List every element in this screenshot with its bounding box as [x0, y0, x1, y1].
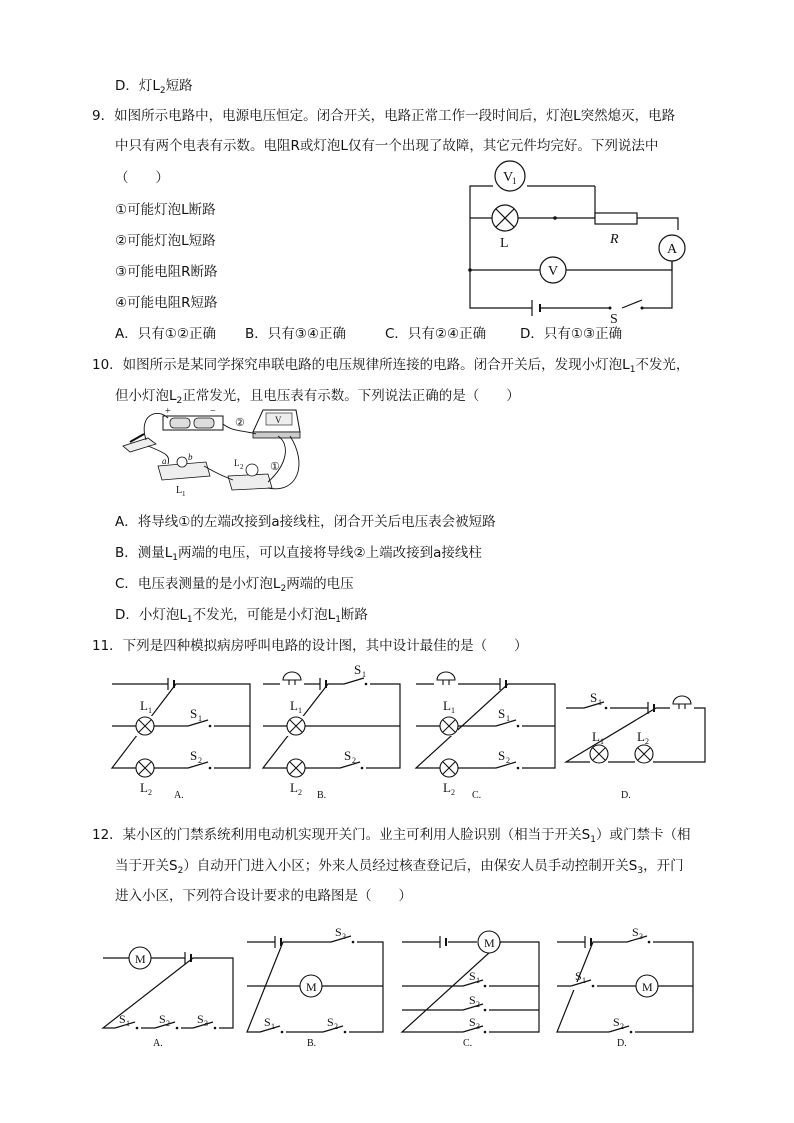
svg-text:L: L: [140, 698, 148, 713]
q9-option-d: D．只有①③正确: [520, 326, 623, 342]
svg-text:1: 1: [598, 698, 602, 707]
svg-text:S: S: [327, 1015, 334, 1029]
svg-text:A.: A.: [153, 1038, 163, 1049]
svg-text:S: S: [469, 993, 476, 1007]
svg-text:B.: B.: [317, 790, 327, 801]
svg-text:2: 2: [645, 737, 649, 746]
svg-text:1: 1: [362, 670, 366, 679]
q12-circuit-diagrams: [95, 920, 710, 1055]
svg-text:L: L: [234, 458, 240, 468]
svg-text:C.: C.: [463, 1038, 473, 1049]
svg-text:1: 1: [298, 706, 302, 715]
svg-text:S: S: [590, 690, 598, 705]
svg-text:S: S: [197, 1012, 204, 1026]
q11-stem: 11．下列是四种模拟病房呼叫电路的设计图，其中设计最佳的是（ ）: [92, 638, 528, 654]
svg-text:M: M: [484, 936, 495, 950]
svg-text:S: S: [613, 1015, 620, 1029]
svg-text:1: 1: [512, 176, 517, 186]
svg-text:L: L: [290, 698, 298, 713]
q9-circuit-diagram: [460, 158, 690, 328]
svg-text:R: R: [610, 232, 619, 247]
svg-text:2: 2: [506, 756, 510, 765]
svg-text:A.: A.: [174, 790, 184, 801]
svg-text:S: S: [190, 706, 198, 721]
svg-text:S: S: [119, 1012, 126, 1026]
svg-text:L: L: [176, 485, 183, 496]
svg-text:V: V: [275, 415, 282, 425]
svg-text:S: S: [610, 312, 618, 327]
q12-stem-line1: 12．某小区的门禁系统利用电动机实现开关门。业主可利用人脸识别（相当于开关$S_1$）或门禁卡（相: [92, 827, 691, 845]
svg-text:3: 3: [639, 932, 643, 941]
svg-text:V: V: [503, 170, 514, 185]
svg-text:L: L: [443, 780, 451, 795]
svg-text:B.: B.: [307, 1038, 317, 1049]
svg-text:M: M: [306, 980, 317, 994]
svg-text:3: 3: [476, 1022, 480, 1031]
svg-text:S: S: [264, 1015, 271, 1029]
svg-text:1: 1: [198, 714, 202, 723]
svg-text:1: 1: [182, 490, 186, 498]
svg-text:b: b: [188, 452, 193, 462]
q9-option-a: A．只有①②正确: [115, 326, 216, 342]
svg-text:3: 3: [204, 1019, 208, 1028]
q9-answer-blank: （ ）: [115, 170, 169, 186]
svg-text:2: 2: [620, 1022, 624, 1031]
svg-text:1: 1: [506, 714, 510, 723]
resistor-icon: [595, 213, 637, 224]
svg-text:1: 1: [582, 976, 586, 985]
svg-text:3: 3: [342, 932, 346, 941]
svg-text:M: M: [135, 952, 146, 966]
svg-text:L: L: [500, 236, 509, 251]
svg-text:+: +: [165, 406, 171, 417]
svg-text:②: ②: [235, 417, 245, 429]
svg-text:1: 1: [600, 737, 604, 746]
svg-text:S: S: [159, 1012, 166, 1026]
svg-text:A: A: [667, 242, 678, 257]
q10-option-d: D．小灯泡$L_1$不发光，可能是小灯泡$L_1$断路: [115, 607, 368, 625]
q10-stem-line2: 但小灯泡$L_2$正常发光，且电压表有示数。下列说法正确的是（ ）: [115, 388, 520, 406]
q12-stem-line2: 当于开关$S_2$）自动开门进入小区；外来人员经过核查登记后，由保安人员手动控制开关$S_3$，开门: [115, 858, 684, 876]
svg-text:M: M: [642, 980, 653, 994]
q9-statement-1: ①可能灯泡L断路: [115, 202, 216, 218]
q9-statement-2: ②可能灯泡L短路: [115, 233, 216, 249]
svg-text:a: a: [162, 456, 167, 466]
q9-statement-3: ③可能电阻R断路: [115, 264, 218, 280]
svg-text:1: 1: [451, 706, 455, 715]
svg-text:2: 2: [166, 1019, 170, 1028]
svg-text:①: ①: [270, 461, 280, 473]
svg-text:S: S: [335, 925, 342, 939]
svg-text:2: 2: [334, 1022, 338, 1031]
svg-text:L: L: [443, 698, 451, 713]
svg-text:S: S: [190, 748, 198, 763]
q10-stem-line1: 10．如图所示是某同学探究串联电路的电压规律所连接的电路。闭合开关后，发现小灯泡$L_1$不发光，: [92, 357, 690, 375]
svg-text:V: V: [548, 264, 559, 279]
svg-text:S: S: [344, 748, 352, 763]
q10-circuit-photo: [118, 404, 308, 499]
svg-text:−: −: [210, 406, 216, 417]
q10-option-c: C．电压表测量的是小灯泡$L_2$两端的电压: [115, 576, 354, 594]
svg-text:D.: D.: [617, 1038, 627, 1049]
q9-option-b: B．只有③④正确: [245, 326, 346, 342]
svg-text:L: L: [290, 780, 298, 795]
svg-text:1: 1: [148, 706, 152, 715]
svg-text:L: L: [637, 729, 645, 744]
svg-text:S: S: [354, 662, 362, 677]
svg-text:D.: D.: [621, 790, 631, 801]
q9-stem-line2: 中只有两个电表有示数。电阻R或灯泡L仅有一个出现了故障，其它元件均完好。下列说法中: [115, 138, 659, 154]
q9-stem-line1: 9．如图所示电路中，电源电压恒定。闭合开关，电路正常工作一段时间后，灯泡L突然熄灭，电路: [92, 108, 676, 124]
svg-text:1: 1: [476, 976, 480, 985]
q12-stem-line3: 进入小区，下列符合设计要求的电路图是（ ）: [115, 888, 412, 904]
q9-option-c: C．只有②④正确: [385, 326, 487, 342]
svg-text:S: S: [498, 706, 506, 721]
svg-text:2: 2: [451, 788, 455, 797]
q10-option-a: A．将导线①的左端改接到a接线柱，闭合开关后电压表会被短路: [115, 514, 496, 530]
svg-text:1: 1: [271, 1022, 275, 1031]
svg-text:S: S: [575, 969, 582, 983]
svg-text:L: L: [592, 729, 600, 744]
svg-text:1: 1: [126, 1019, 130, 1028]
svg-text:2: 2: [240, 463, 244, 471]
svg-text:S: S: [498, 748, 506, 763]
q10-option-b: B．测量$L_1$两端的电压，可以直接将导线②上端改接到a接线柱: [115, 545, 482, 563]
q8-option-d: D．灯$L_2$短路: [115, 78, 193, 96]
svg-text:2: 2: [476, 1000, 480, 1009]
svg-text:S: S: [632, 925, 639, 939]
svg-text:S: S: [469, 1015, 476, 1029]
svg-text:2: 2: [148, 788, 152, 797]
q11-circuit-diagrams: [100, 658, 720, 808]
svg-text:2: 2: [198, 756, 202, 765]
svg-text:C.: C.: [472, 790, 482, 801]
svg-text:2: 2: [298, 788, 302, 797]
svg-text:L: L: [140, 780, 148, 795]
svg-text:S: S: [469, 969, 476, 983]
q9-statement-4: ④可能电阻R短路: [115, 295, 218, 311]
svg-text:2: 2: [352, 756, 356, 765]
